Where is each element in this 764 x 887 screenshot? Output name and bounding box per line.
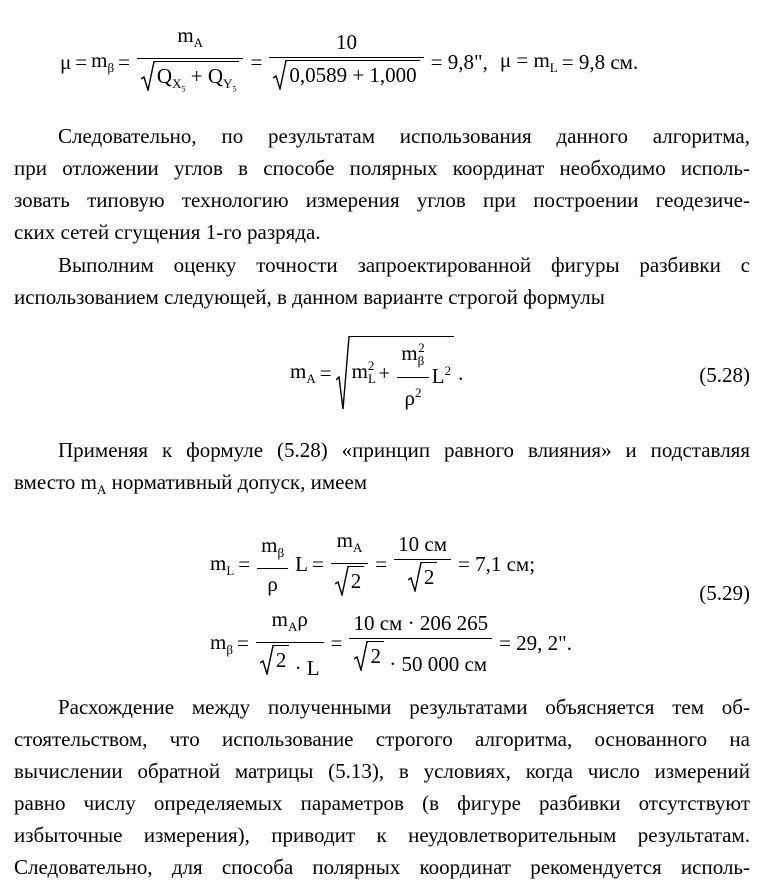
paragraph1-line1: Следовательно, по результатам использования данного алгоритма, [58,124,750,148]
equation-number-5-28: (5.28) [699,363,750,387]
paragraph4-line3: вычислении обратной матрицы (5.13), в условиях, когда число измерений [14,759,750,783]
mu-equals-ml: $\mu = m_L$ [499,48,558,76]
m-beta: $m_\beta$ [91,48,115,76]
sqrt-5-28: $m_L^2$ + $\frac{m_\beta^2}{\rho^2}$ $L^2$ [336,336,454,410]
paragraph2-line2: использованием следующей, в данном варианте строгой формулы [14,285,605,309]
paragraph4-line1: Расхождение между полученными результатами объясняется тем об- [58,695,750,719]
formula-mu: μ = $m_\beta$ = $\frac{m_A}{Q_{X_5} + Q_{Y_5}}$ = $\frac{10}{0,0589 + 1,000}$ = 9,8", $\mu = m_L$ = 9,8 см. [60,22,638,103]
paragraph1-line3: зовать типовую технологию измерения углов при построении геодезиче- [14,188,750,212]
paragraph1-line2: при отложении углов в способе полярных координат необходимо исполь- [14,156,750,180]
paragraph4-line6: Следовательно, для способа полярных координат рекомендуется исполь- [14,855,750,879]
paragraph3-line2: вместо $m_A$ нормативный допуск, имеем [14,470,368,498]
equation-5-29-row1: $m_L$ = $\frac{m_\beta}{\rho}$ L = $\frac{m_A}{2}$ = $\frac{10 см}{2}$ = 7,1 см; [210,528,536,597]
paragraph3-line1: Применяя к формуле (5.28) «принцип равного влияния» и подставляя [58,438,750,462]
mu-symbol: μ [60,49,72,74]
paragraph4-line2: стоятельством, что использование строгого алгоритма, основанного на [14,727,750,751]
equation-number-5-29: (5.29) [699,581,750,605]
equation-5-29-row2: $m_\beta$ = $m_A\rho$ 2 · L = 10 см · 206 265 2 · 50 000 см = 29, 2". [210,607,573,681]
fraction-10-over-sqrt: $\frac{10}{0,0589 + 1,000}$ [269,29,423,96]
paragraph4-line5: избыточные измерения), приводит к неудовлетворительным результатам. [14,823,750,847]
fraction-ma-over-sqrt-q: $\frac{m_A}{Q_{X_5} + Q_{Y_5}}$ [137,22,244,103]
paragraph1-line4: ских сетей сгущения 1-го разряда. [14,220,321,244]
paragraph4-line4: равно числу определяемых параметров (в фигуре разбивки отсутствуют [14,791,750,815]
equation-5-28: $m_A$ = $m_L^2$ + $\frac{m_\beta^2}{\rho^2}$ $L^2$ . [290,336,463,410]
paragraph2-line1: Выполним оценку точности запроектированной фигуры разбивки с [58,253,750,277]
